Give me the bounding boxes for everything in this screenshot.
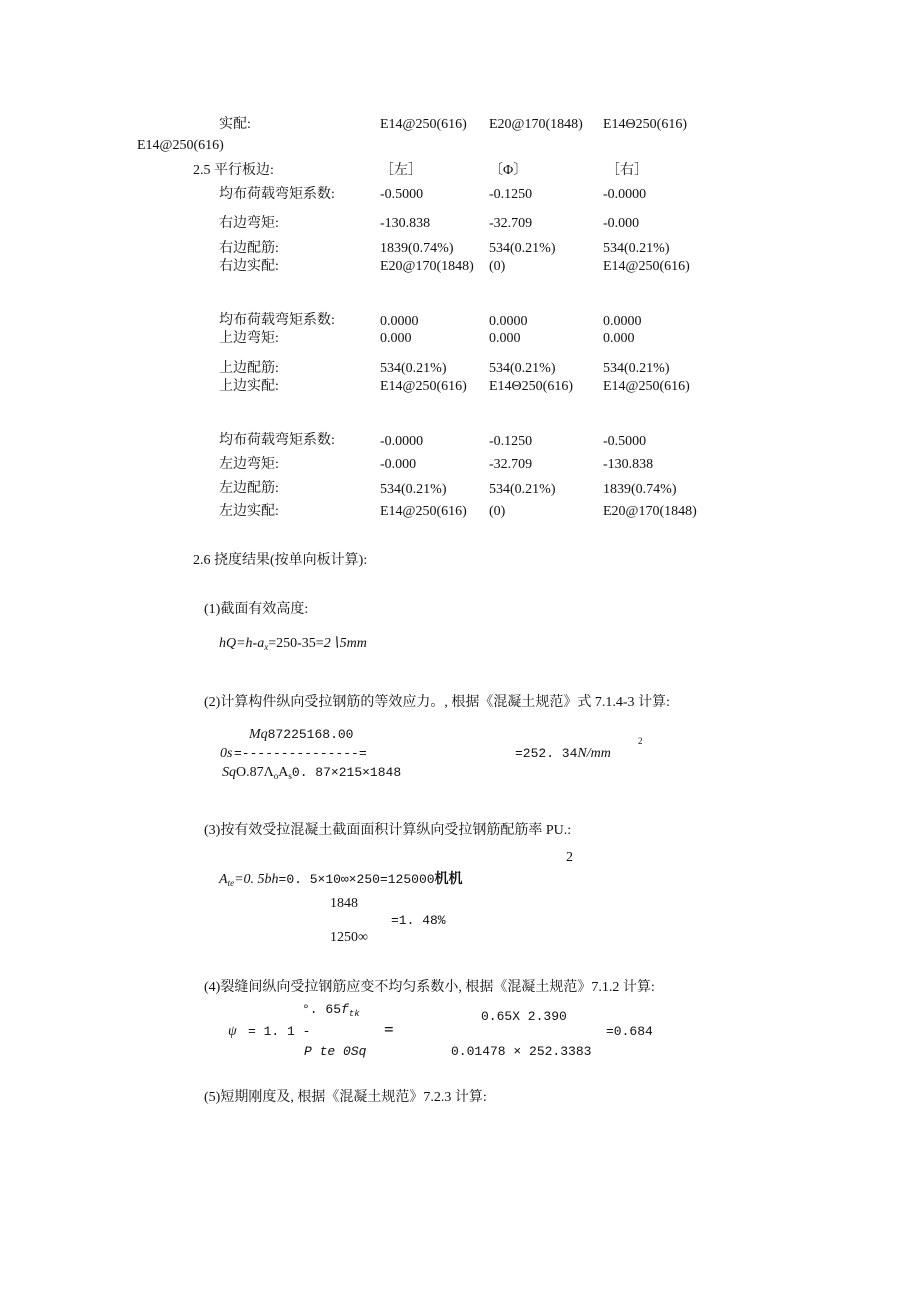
step4-result: =0.684 <box>606 1024 653 1039</box>
step4-numerator2: 0.65X 2.390 <box>481 1009 567 1024</box>
step5-title: (5)短期刚度及, 根据《混凝土规范》7.2.3 计算: <box>204 1090 487 1105</box>
section-2-6-title: 2.6 挠度结果(按单向板计算): <box>193 553 368 568</box>
shipei-col3: E14Θ250(616) <box>603 117 687 132</box>
right-coef-1: -0.5000 <box>380 187 424 202</box>
top-moment-2: 0.000 <box>489 331 521 346</box>
top-coef-3: 0.0000 <box>603 314 642 329</box>
right-moment-label: 右边弯矩: <box>219 216 279 231</box>
left-coef-1: -0.0000 <box>380 434 424 449</box>
header-right: ［右］ <box>606 163 648 178</box>
step2-result-sup: 2 <box>638 736 643 746</box>
top-actual-2: E14Θ250(616) <box>489 379 573 394</box>
step3-ate-formula <box>219 872 463 888</box>
step3-title: (3)按有效受拉混凝土截面面积计算纵向受拉钢筋配筋率 PU.: <box>204 823 572 838</box>
right-actual-3: E14@250(616) <box>603 259 690 274</box>
left-coef-2: -0.1250 <box>489 434 533 449</box>
step3-frac-numerator: 1848 <box>330 896 358 911</box>
step2-den-sq: Sq <box>222 765 236 780</box>
left-rebar-3: 1839(0.74%) <box>603 482 677 497</box>
step4-psi-symbol: ψ <box>228 1024 237 1039</box>
header-mid: 〔Φ〕 <box>489 163 528 178</box>
right-actual-label: 右边实配: <box>219 259 279 274</box>
top-moment-1: 0.000 <box>380 331 412 346</box>
top-rebar-3: 534(0.21%) <box>603 361 670 376</box>
step3-ate-a: A <box>219 872 228 887</box>
top-coef-1: 0.0000 <box>380 314 419 329</box>
step4-denominator: P te 0Sq <box>304 1044 367 1059</box>
shipei-col1: E14@250(616) <box>380 117 467 132</box>
step4-num-sub: tk <box>348 1009 360 1019</box>
left-moment-1: -0.000 <box>380 457 417 472</box>
step4-title: (4)裂缝间纵向受拉钢筋应变不均匀系数小, 根据《混凝土规范》7.1.2 计算: <box>204 980 655 995</box>
left-moment-label: 左边弯矩: <box>219 457 279 472</box>
step3-frac-result: =1. 48% <box>391 913 446 928</box>
left-actual-2: (0) <box>489 504 506 519</box>
shipei-wrap: E14@250(616) <box>137 138 224 153</box>
step3-ate-value: =0. 5×10∞×250=125000 <box>278 872 435 887</box>
right-coef-3: -0.0000 <box>603 187 647 202</box>
right-moment-1: -130.838 <box>380 216 431 231</box>
left-coef-3: -0.5000 <box>603 434 647 449</box>
step1-formula-mid: =250-35= <box>268 636 324 651</box>
section-2-5-title: 2.5 平行板边: <box>193 163 274 178</box>
header-left: ［左］ <box>380 163 422 178</box>
step1-title: (1)截面有效高度: <box>204 602 309 617</box>
step2-denominator <box>222 765 401 781</box>
left-actual-3: E20@170(1848) <box>603 504 697 519</box>
step2-den-as: A <box>278 765 289 780</box>
left-rebar-2: 534(0.21%) <box>489 482 556 497</box>
step2-result <box>515 746 611 762</box>
right-moment-3: -0.000 <box>603 216 640 231</box>
step3-frac-denominator: 1250∞ <box>330 930 368 945</box>
top-moment-label: 上边弯矩: <box>219 331 279 346</box>
top-coef-label: 均布荷载弯矩系数: <box>219 313 335 328</box>
step4-numerator <box>302 1002 360 1018</box>
step2-lhs: 0s <box>220 746 233 761</box>
step1-formula <box>219 636 367 652</box>
right-rebar-3: 534(0.21%) <box>603 241 670 256</box>
step3-ate-b: =0. 5bh <box>234 872 279 887</box>
step2-den-sub2: s <box>288 771 292 781</box>
step3-ate-unit: 机机 <box>434 872 463 887</box>
step2-den-sub1: o <box>273 771 279 781</box>
left-moment-2: -32.709 <box>489 457 533 472</box>
step4-lhs: = 1. 1 - <box>248 1024 311 1039</box>
step3-sup: 2 <box>566 850 573 865</box>
step2-fraction-bar: =---------------= <box>234 746 367 761</box>
step2-den-coef: O.87Λ <box>236 765 274 780</box>
shipei-col2: E20@170(1848) <box>489 117 583 132</box>
top-actual-1: E14@250(616) <box>380 379 467 394</box>
right-moment-2: -32.709 <box>489 216 533 231</box>
right-rebar-label: 右边配筋: <box>219 241 279 256</box>
step1-formula-sub: x <box>264 642 269 652</box>
step2-result-value: =252. 34 <box>515 746 578 761</box>
top-rebar-1: 534(0.21%) <box>380 361 447 376</box>
right-rebar-1: 1839(0.74%) <box>380 241 454 256</box>
left-rebar-label: 左边配筋: <box>219 481 279 496</box>
step3-ate-sub: te <box>227 878 235 888</box>
top-coef-2: 0.0000 <box>489 314 528 329</box>
right-coef-label: 均布荷载弯矩系数: <box>219 187 335 202</box>
step2-den-value: 0. 87×215×1848 <box>291 765 402 780</box>
right-actual-1: E20@170(1848) <box>380 259 474 274</box>
step4-num-coef: °. 65 <box>302 1002 342 1017</box>
step2-result-unit: N/mm <box>577 746 611 761</box>
top-moment-3: 0.000 <box>603 331 635 346</box>
step1-formula-end: 2∖5mm <box>323 636 367 651</box>
shipei-label: 实配: <box>219 117 251 132</box>
step4-denominator2: 0.01478 × 252.3383 <box>451 1044 592 1059</box>
left-moment-3: -130.838 <box>603 457 654 472</box>
step2-title: (2)计算构件纵向受拉钢筋的等效应力。, 根据《混凝土规范》式 7.1.4-3 计算: <box>204 695 670 710</box>
right-rebar-2: 534(0.21%) <box>489 241 556 256</box>
step4-equals: = <box>384 1020 394 1039</box>
right-actual-2: (0) <box>489 259 506 274</box>
top-rebar-2: 534(0.21%) <box>489 361 556 376</box>
right-coef-2: -0.1250 <box>489 187 533 202</box>
top-actual-3: E14@250(616) <box>603 379 690 394</box>
step2-num-value: 87225168.00 <box>267 727 354 742</box>
step2-numerator <box>249 727 354 743</box>
top-rebar-label: 上边配筋: <box>219 361 279 376</box>
step2-num-mq: Mq <box>249 727 268 742</box>
left-actual-1: E14@250(616) <box>380 504 467 519</box>
left-actual-label: 左边实配: <box>219 504 279 519</box>
top-actual-label: 上边实配: <box>219 379 279 394</box>
left-coef-label: 均布荷载弯矩系数: <box>219 433 335 448</box>
left-rebar-1: 534(0.21%) <box>380 482 447 497</box>
step4-num-f: f <box>341 1002 349 1017</box>
step1-formula-lhs: hQ=h-a <box>219 636 265 651</box>
